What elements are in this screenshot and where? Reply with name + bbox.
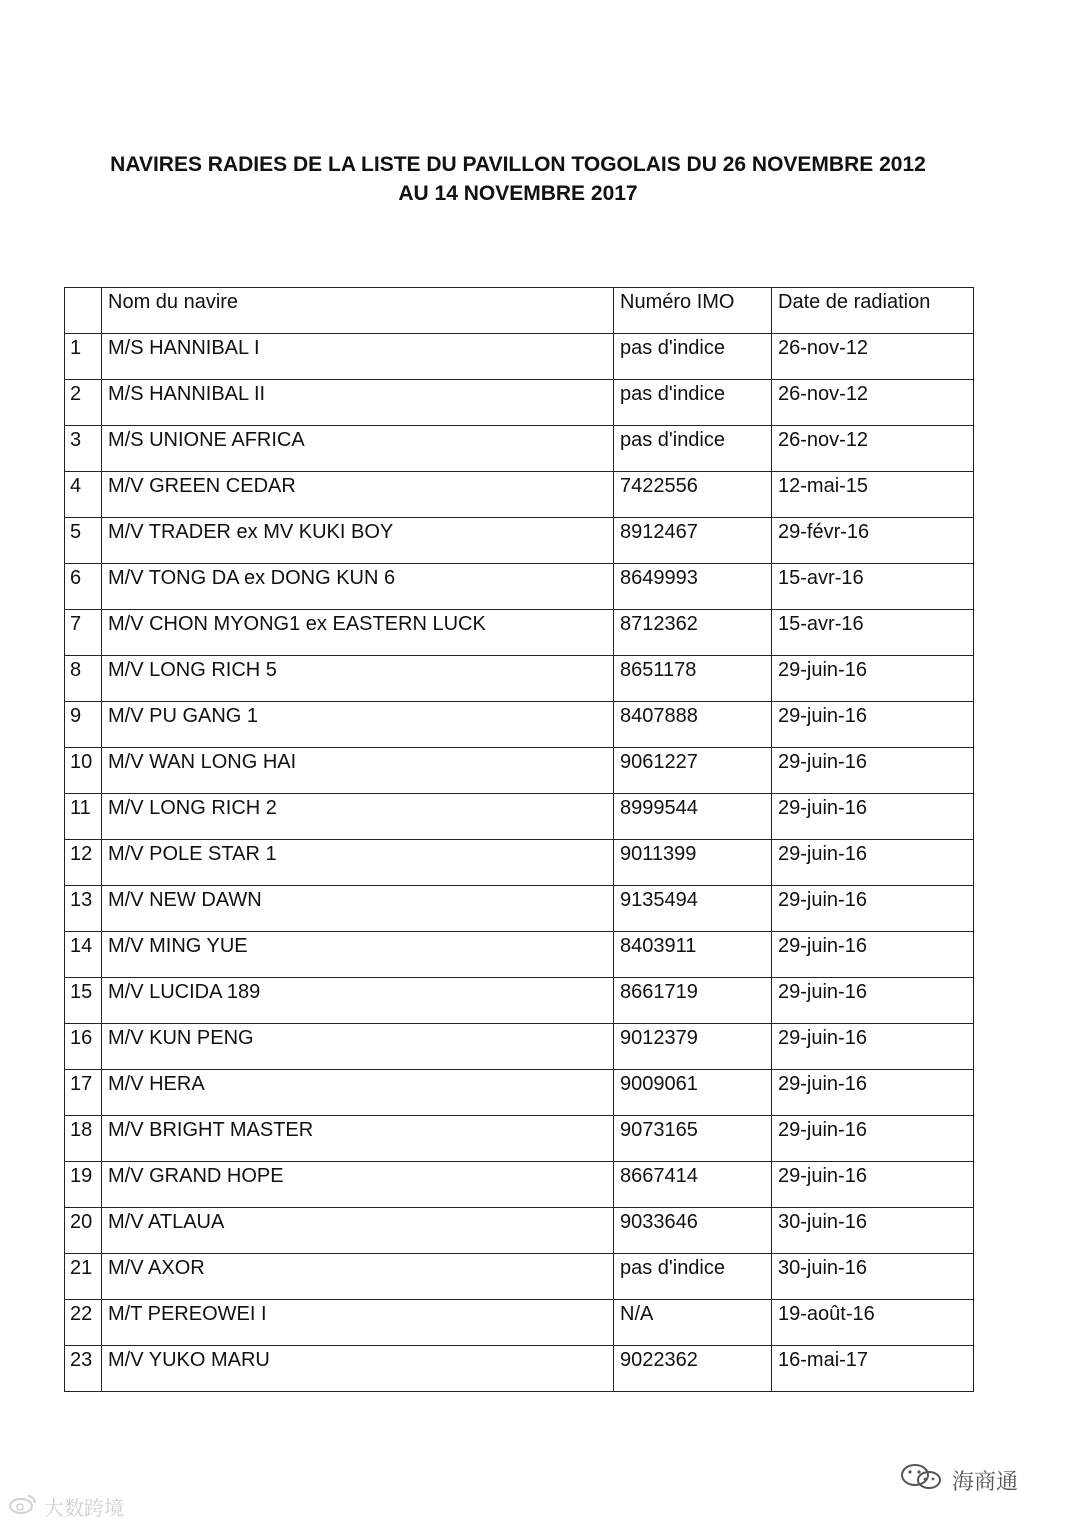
imo-number: 8407888 [614, 702, 772, 748]
ship-name: M/T PEREOWEI I [102, 1300, 614, 1346]
imo-number: 9011399 [614, 840, 772, 886]
ship-name: M/V AXOR [102, 1254, 614, 1300]
table-row [65, 1116, 974, 1162]
deletion-date: 19-août-16 [772, 1300, 974, 1346]
ship-name: M/V CHON MYONG1 ex EASTERN LUCK [102, 610, 614, 656]
weibo-logo-icon [8, 1493, 38, 1521]
row-number: 22 [65, 1300, 102, 1346]
table-row [65, 1346, 974, 1392]
ship-name: M/V TONG DA ex DONG KUN 6 [102, 564, 614, 610]
imo-number: 8661719 [614, 978, 772, 1024]
row-number: 17 [65, 1070, 102, 1116]
table-row [65, 426, 974, 472]
table-row [65, 564, 974, 610]
deletion-date: 29-juin-16 [772, 1024, 974, 1070]
ship-name: M/S UNIONE AFRICA [102, 426, 614, 472]
watermark-left [8, 1492, 124, 1521]
deletion-date: 29-juin-16 [772, 702, 974, 748]
ship-name: M/V GRAND HOPE [102, 1162, 614, 1208]
deletion-date: 29-juin-16 [772, 840, 974, 886]
table-row [65, 702, 974, 748]
row-number: 20 [65, 1208, 102, 1254]
ship-name: M/S HANNIBAL I [102, 334, 614, 380]
header-number [65, 288, 102, 334]
row-number: 3 [65, 426, 102, 472]
header-deletion-date: Date de radiation [772, 288, 974, 334]
ship-name: M/V PU GANG 1 [102, 702, 614, 748]
row-number: 10 [65, 748, 102, 794]
deletion-date: 29-févr-16 [772, 518, 974, 564]
table-row [65, 794, 974, 840]
table-row [65, 472, 974, 518]
deletion-date: 29-juin-16 [772, 978, 974, 1024]
row-number: 14 [65, 932, 102, 978]
title-line-2: AU 14 NOVEMBRE 2017 [398, 182, 638, 205]
wechat-logo-icon [898, 1462, 946, 1498]
table-row [65, 1024, 974, 1070]
ship-name: M/V WAN LONG HAI [102, 748, 614, 794]
imo-number: 8651178 [614, 656, 772, 702]
row-number: 15 [65, 978, 102, 1024]
imo-number: pas d'indice [614, 426, 772, 472]
deletion-date: 29-juin-16 [772, 932, 974, 978]
document-title [0, 150, 1036, 208]
ship-name: M/V LONG RICH 5 [102, 656, 614, 702]
imo-number: 7422556 [614, 472, 772, 518]
table-row [65, 1254, 974, 1300]
table-row [65, 748, 974, 794]
deletion-date: 15-avr-16 [772, 610, 974, 656]
watermark-right-text: 海商通 [952, 1468, 1019, 1494]
row-number: 19 [65, 1162, 102, 1208]
row-number: 13 [65, 886, 102, 932]
imo-number: 8999544 [614, 794, 772, 840]
imo-number: 9012379 [614, 1024, 772, 1070]
header-ship-name: Nom du navire [102, 288, 614, 334]
table-row [65, 380, 974, 426]
ship-name: M/V LONG RICH 2 [102, 794, 614, 840]
row-number: 6 [65, 564, 102, 610]
deletion-date: 29-juin-16 [772, 748, 974, 794]
table-row [65, 886, 974, 932]
watermark-right [898, 1462, 1018, 1498]
table-row [65, 518, 974, 564]
ship-name: M/V YUKO MARU [102, 1346, 614, 1392]
ship-name: M/V LUCIDA 189 [102, 978, 614, 1024]
table-row [65, 1162, 974, 1208]
imo-number: 8712362 [614, 610, 772, 656]
table-row [65, 1300, 974, 1346]
ship-name: M/S HANNIBAL II [102, 380, 614, 426]
ship-name: M/V BRIGHT MASTER [102, 1116, 614, 1162]
deletion-date: 26-nov-12 [772, 380, 974, 426]
imo-number: N/A [614, 1300, 772, 1346]
deletion-date: 29-juin-16 [772, 886, 974, 932]
deletion-date: 16-mai-17 [772, 1346, 974, 1392]
table-row [65, 840, 974, 886]
imo-number: pas d'indice [614, 1254, 772, 1300]
ship-name: M/V POLE STAR 1 [102, 840, 614, 886]
header-imo-number: Numéro IMO [614, 288, 772, 334]
imo-number: 8667414 [614, 1162, 772, 1208]
deletion-date: 26-nov-12 [772, 334, 974, 380]
imo-number: 9061227 [614, 748, 772, 794]
ship-name: M/V TRADER ex MV KUKI BOY [102, 518, 614, 564]
table-row [65, 1208, 974, 1254]
row-number: 23 [65, 1346, 102, 1392]
table-row [65, 334, 974, 380]
imo-number: 9009061 [614, 1070, 772, 1116]
ship-name: M/V KUN PENG [102, 1024, 614, 1070]
imo-number: 9033646 [614, 1208, 772, 1254]
imo-number: 9073165 [614, 1116, 772, 1162]
row-number: 2 [65, 380, 102, 426]
deletion-date: 29-juin-16 [772, 656, 974, 702]
deletion-date: 29-juin-16 [772, 1116, 974, 1162]
ship-name: M/V ATLAUA [102, 1208, 614, 1254]
row-number: 11 [65, 794, 102, 840]
deletion-date: 30-juin-16 [772, 1254, 974, 1300]
ship-name: M/V HERA [102, 1070, 614, 1116]
imo-number: 9022362 [614, 1346, 772, 1392]
row-number: 8 [65, 656, 102, 702]
table-body [65, 334, 974, 1392]
row-number: 16 [65, 1024, 102, 1070]
deletion-date: 26-nov-12 [772, 426, 974, 472]
row-number: 21 [65, 1254, 102, 1300]
deletion-date: 29-juin-16 [772, 1162, 974, 1208]
row-number: 12 [65, 840, 102, 886]
row-number: 4 [65, 472, 102, 518]
table-row [65, 610, 974, 656]
row-number: 1 [65, 334, 102, 380]
table-row [65, 932, 974, 978]
row-number: 7 [65, 610, 102, 656]
watermark-left-text: 大数跨境 [44, 1498, 124, 1520]
table-row [65, 1070, 974, 1116]
deletion-date: 15-avr-16 [772, 564, 974, 610]
ship-name: M/V GREEN CEDAR [102, 472, 614, 518]
ship-name: M/V MING YUE [102, 932, 614, 978]
deletion-date: 30-juin-16 [772, 1208, 974, 1254]
table-header-row [65, 288, 974, 334]
deletion-date: 29-juin-16 [772, 1070, 974, 1116]
table-row [65, 656, 974, 702]
ship-name: M/V NEW DAWN [102, 886, 614, 932]
imo-number: 9135494 [614, 886, 772, 932]
deletion-date: 29-juin-16 [772, 794, 974, 840]
row-number: 9 [65, 702, 102, 748]
title-line-1: NAVIRES RADIES DE LA LISTE DU PAVILLON TOGOLAIS DU 26 NOVEMBRE 2012 [110, 153, 926, 176]
table-row [65, 978, 974, 1024]
imo-number: pas d'indice [614, 334, 772, 380]
row-number: 5 [65, 518, 102, 564]
imo-number: 8649993 [614, 564, 772, 610]
deletion-date: 12-mai-15 [772, 472, 974, 518]
row-number: 18 [65, 1116, 102, 1162]
ships-table [64, 287, 974, 1392]
imo-number: pas d'indice [614, 380, 772, 426]
imo-number: 8912467 [614, 518, 772, 564]
imo-number: 8403911 [614, 932, 772, 978]
